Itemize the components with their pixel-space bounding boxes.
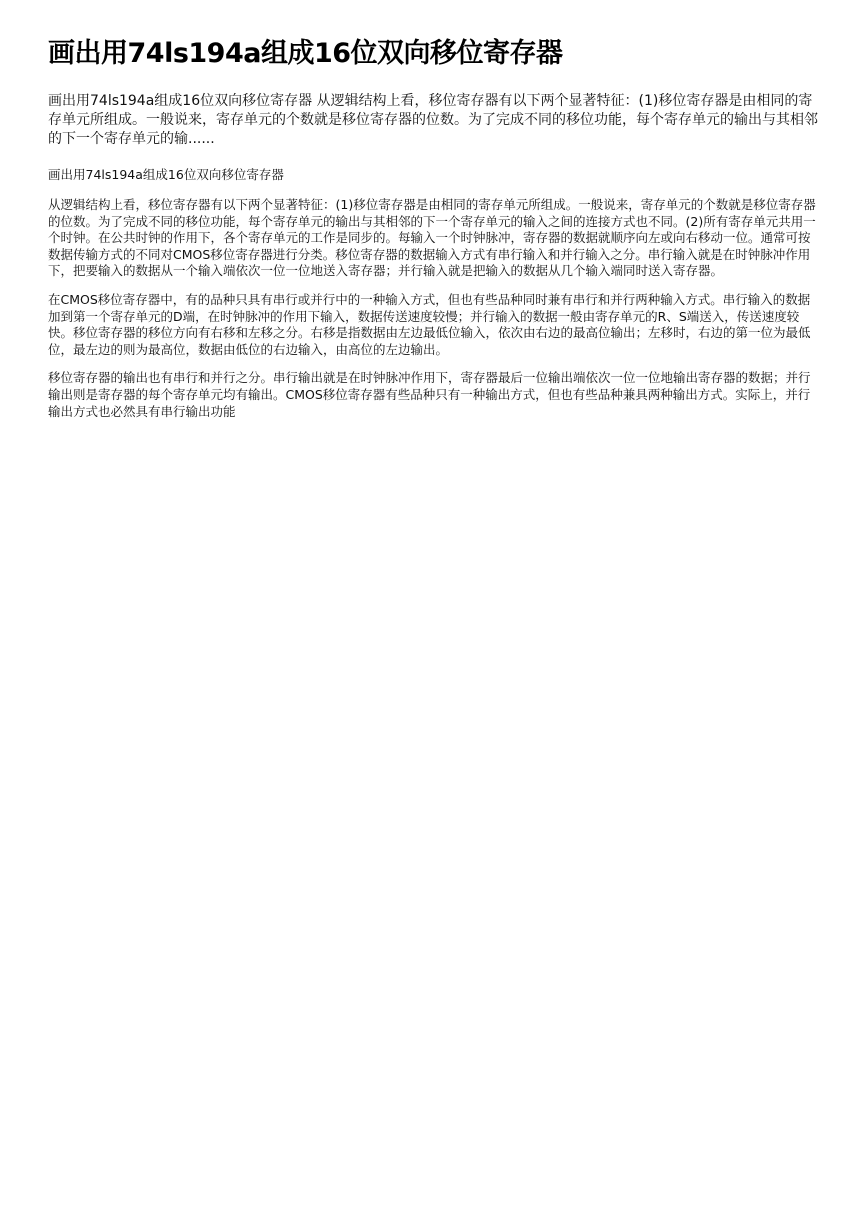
page-title: 画出用74ls194a组成16位双向移位寄存器 [48, 38, 563, 69]
body-paragraph-3: 移位寄存器的输出也有串行和并行之分。串行输出就是在时钟脉冲作用下，寄存器最后一位输出端依次一位一位地输出寄存器的数据；并行输出则是寄存器的每个寄存单元均有输出。CMOS移位寄存器有些品种只有一种输出方式，但也有些品种兼具两种输出方式。实际上，并行输出方式也必然具有串行输出功能 [48, 370, 811, 419]
summary-paragraph: 画出用74ls194a组成16位双向移位寄存器 从逻辑结构上看，移位寄存器有以下两个显著特征：(1)移位寄存器是由相同的寄存单元所组成。一般说来，寄存单元的个数就是移位寄存器的位数。为了完成不同的移位功能，每个寄存单元的输出与其相邻的下一个寄存单元的输...... [48, 93, 818, 147]
body-paragraph-2: 在CMOS移位寄存器中，有的品种只具有串行或并行中的一种输入方式，但也有些品种同时兼有串行和并行两种输入方式。串行输入的数据加到第一个寄存单元的D端，在时钟脉冲的作用下输入，数据传送速度较慢；并行输入的数据一般由寄存单元的R、S端送入，传送速度较快。移位寄存器的移位方向有右移和左移之分。右移是指数据由左边最低位输入，依次由右边的最高位输出；左移时，右边的第一位为最低位，最左边的则为最高位，数据由低位的右边输入，由高位的左边输出。 [48, 291, 811, 357]
body-paragraph-1: 从逻辑结构上看，移位寄存器有以下两个显著特征：(1)移位寄存器是由相同的寄存单元所组成。一般说来，寄存单元的个数就是移位寄存器的位数。为了完成不同的移位功能，每个寄存单元的输出与其相邻的下一个寄存单元的输入之间的连接方式也不同。(2)所有寄存单元共用一个时钟。在公共时钟的作用下，各个寄存单元的工作是同步的。每输入一个时钟脉冲，寄存器的数据就顺序向左或向右移动一位。通常可按数据传输方式的不同对CMOS移位寄存器进行分类。移位寄存器的数据输入方式有串行输入和并行输入之分。串行输入就是在时钟脉冲作用下，把要输入的数据从一个输入端依次一位一位地送入寄存器；并行输入就是把输入的数据从几个输入端同时送入寄存器。 [48, 197, 816, 279]
section-subtitle: 画出用74ls194a组成16位双向移位寄存器 [48, 167, 284, 182]
